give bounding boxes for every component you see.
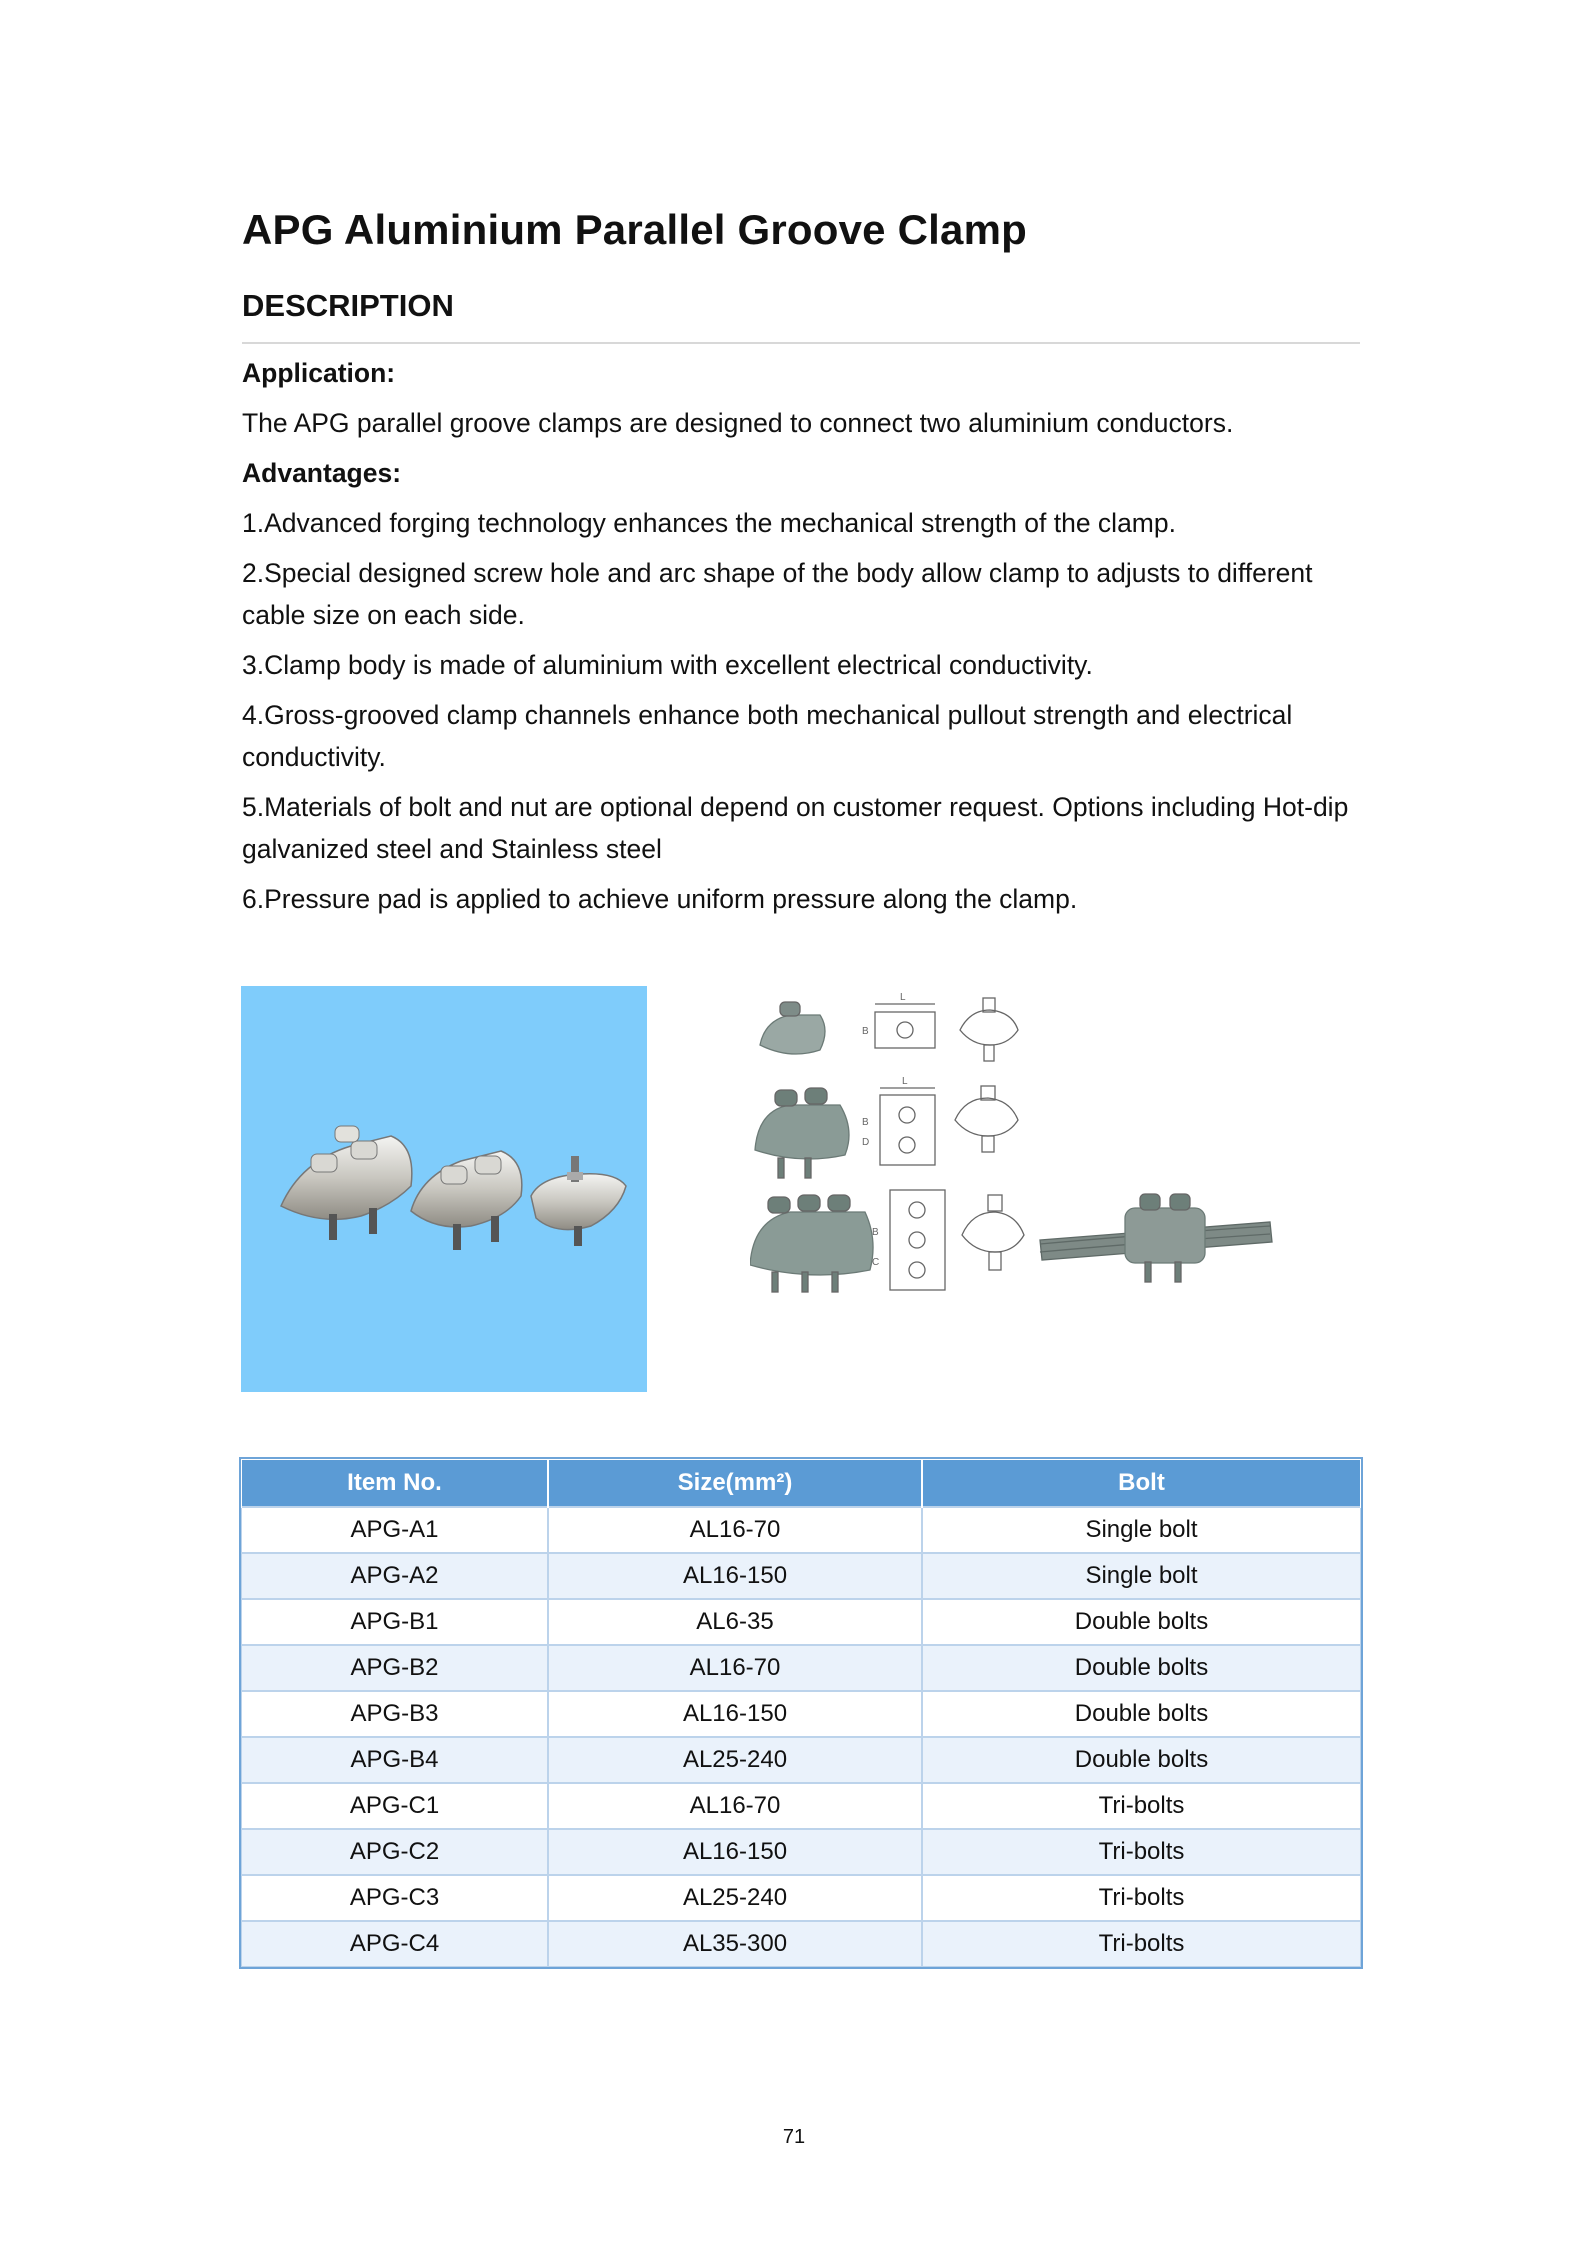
table-row: [241, 1553, 1361, 1599]
table-cell: APG-A1: [241, 1507, 548, 1553]
advantage-item: 1.Advanced forging technology enhances the mechanical strength of the clamp.: [242, 508, 1176, 538]
table-cell: Tri-bolts: [922, 1829, 1361, 1875]
specification-table: [240, 1458, 1362, 1968]
description-body: [242, 352, 1362, 928]
table-cell: Tri-bolts: [922, 1783, 1361, 1829]
table-header-row: [241, 1459, 1361, 1507]
table-row: [241, 1691, 1361, 1737]
table-cell: AL16-70: [548, 1783, 922, 1829]
advantage-item: 5.Materials of bolt and nut are optional depend on customer request. Options including Hot-dip galvanized steel and Stainless steel: [242, 792, 1349, 864]
table-cell: Double bolts: [922, 1599, 1361, 1645]
advantage-item: 3.Clamp body is made of aluminium with excellent electrical conductivity.: [242, 650, 1093, 680]
double-bolt-clamp-a: [281, 1126, 412, 1240]
table-cell: AL25-240: [548, 1737, 922, 1783]
table-cell: AL25-240: [548, 1875, 922, 1921]
table-cell: APG-C2: [241, 1829, 548, 1875]
table-cell: Double bolts: [922, 1737, 1361, 1783]
table-cell: AL16-150: [548, 1691, 922, 1737]
page-number: 71: [782, 2126, 806, 2148]
clamp-drawings-illustration: [750, 990, 1310, 1390]
table-cell: APG-B4: [241, 1737, 548, 1783]
double-bolt-clamp-b: [411, 1151, 522, 1250]
product-photo: [241, 986, 647, 1392]
drawing-label-b: B: [872, 1227, 879, 1238]
column-header: Size(mm²): [548, 1459, 922, 1507]
table-cell: AL16-150: [548, 1829, 922, 1875]
clamps-photo-illustration: [241, 986, 647, 1392]
advantage-item: 6.Pressure pad is applied to achieve uniform pressure along the clamp.: [242, 884, 1078, 914]
column-header: Item No.: [241, 1459, 548, 1507]
table-cell: APG-B1: [241, 1599, 548, 1645]
drawing-label-l: L: [902, 1076, 908, 1087]
advantage-item: 4.Gross-grooved clamp channels enhance both mechanical pullout strength and electrical conductivity.: [242, 700, 1293, 772]
section-divider: [242, 342, 1360, 344]
section-heading: DESCRIPTION: [242, 288, 454, 323]
drawing-label-b: B: [862, 1117, 869, 1128]
table-cell: Single bolt: [922, 1507, 1361, 1553]
table-row: [241, 1829, 1361, 1875]
table-cell: AL16-70: [548, 1645, 922, 1691]
page-title: APG Aluminium Parallel Groove Clamp: [242, 206, 1027, 253]
table-cell: Tri-bolts: [922, 1875, 1361, 1921]
technical-drawings: [750, 990, 1310, 1390]
table-cell: AL16-70: [548, 1507, 922, 1553]
table-cell: APG-C3: [241, 1875, 548, 1921]
drawing-label-c: C: [872, 1257, 880, 1268]
table-row: [241, 1783, 1361, 1829]
table-cell: APG-C4: [241, 1921, 548, 1967]
table-row: [241, 1921, 1361, 1967]
application-text: The APG parallel groove clamps are designed to connect two aluminium conductors.: [242, 408, 1234, 438]
drawing-label-l: L: [900, 992, 906, 1003]
table-cell: Single bolt: [922, 1553, 1361, 1599]
table-cell: APG-B3: [241, 1691, 548, 1737]
table-cell: APG-A2: [241, 1553, 548, 1599]
table-row: [241, 1737, 1361, 1783]
table-cell: AL35-300: [548, 1921, 922, 1967]
table-cell: Double bolts: [922, 1691, 1361, 1737]
single-bolt-clamp: [531, 1156, 626, 1246]
drawing-label-b: B: [862, 1026, 869, 1037]
table-row: [241, 1875, 1361, 1921]
table-cell: APG-C1: [241, 1783, 548, 1829]
table-cell: AL6-35: [548, 1599, 922, 1645]
advantage-item: 2.Special designed screw hole and arc shape of the body allow clamp to adjusts to different cable size on each side.: [242, 558, 1313, 630]
table-cell: APG-B2: [241, 1645, 548, 1691]
drawing-label-d: D: [862, 1137, 870, 1148]
table-cell: AL16-150: [548, 1553, 922, 1599]
column-header: Bolt: [922, 1459, 1361, 1507]
advantages-heading: Advantages:: [242, 458, 402, 488]
table-row: [241, 1599, 1361, 1645]
table-cell: Tri-bolts: [922, 1921, 1361, 1967]
application-heading: Application:: [242, 358, 396, 388]
table-row: [241, 1645, 1361, 1691]
table-row: [241, 1507, 1361, 1553]
table-cell: Double bolts: [922, 1645, 1361, 1691]
